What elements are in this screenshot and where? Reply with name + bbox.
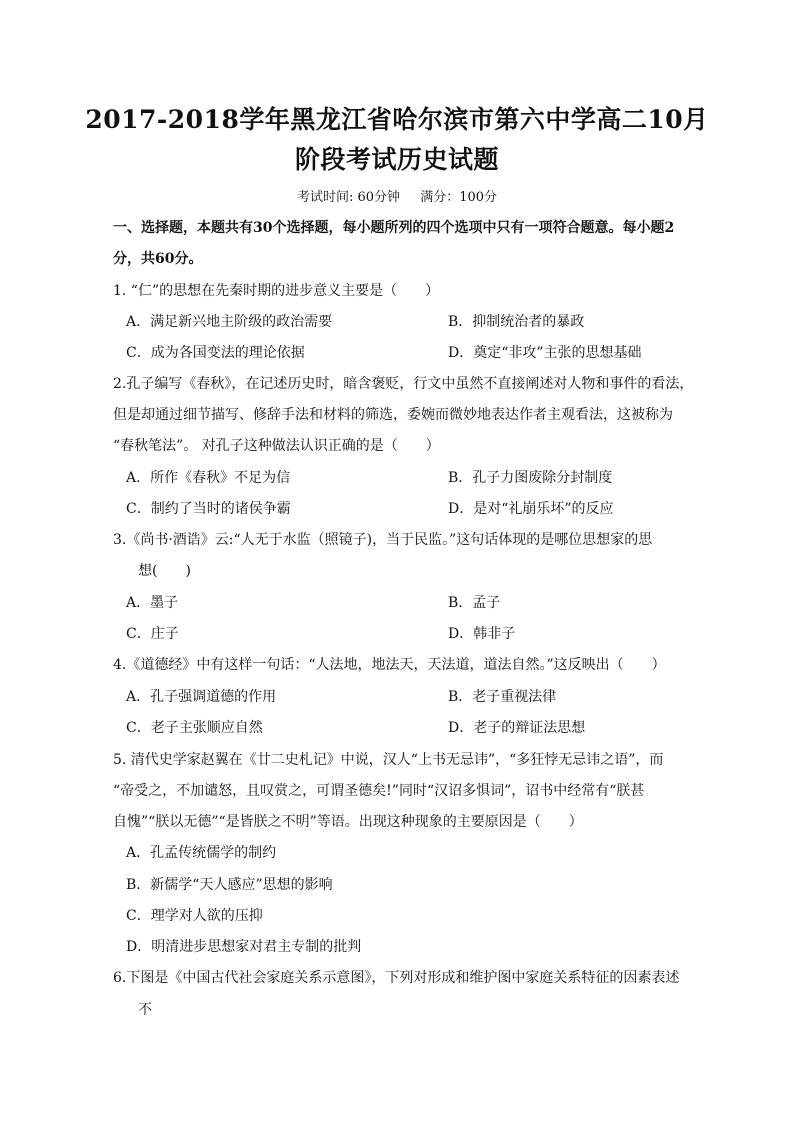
q2-option-a: A．所作《春秋》不足为信 — [126, 470, 291, 486]
q1-option-c: C．成为各国变法的理论依据 — [126, 345, 305, 361]
q4-option-d: D．老子的辩证法思想 — [448, 720, 586, 736]
q2-option-b: B．孔子力图废除分封制度 — [448, 470, 613, 486]
q2-option-c: C．制约了当时的诸侯争霸 — [126, 501, 291, 517]
q1-option-b: B．抑制统治者的暴政 — [448, 314, 585, 330]
q3-option-d: D．韩非子 — [448, 626, 516, 642]
q5-option-d: D．明清进步思想家对君主专制的批判 — [126, 939, 362, 955]
q3-option-b: B．孟子 — [448, 595, 501, 611]
section-heading-line1: 一、选择题，本题共有30个选择题，每小题所列的四个选项中只有一项符合题意。每小题2 — [113, 220, 675, 236]
q5-option-a: A．孔孟传统儒学的制约 — [126, 845, 277, 861]
q5-stem-line2: “帝受之，不加谴怒，且叹赏之，可谓圣德矣!”同时“汉诏多惧词”，诏书中经常有“朕甚 — [113, 783, 645, 799]
exam-time: 考试时间: 60分钟 — [296, 190, 401, 205]
q2-stem-line2: 但是却通过细节描写、修辞手法和材料的筛选，委婉而微妙地表达作者主观看法，这被称为 — [113, 407, 673, 423]
q3-option-c: C．庄子 — [126, 626, 179, 642]
q6-stem-line1: 6.下图是《中国古代社会家庭关系示意图》，下列对形成和维护图中家庭关系特征的因素表述 — [113, 970, 680, 986]
q3-stem-line2: 想( ) — [138, 563, 191, 579]
q3-stem-line1: 3.《尚书·酒诰》云:“人无于水监（照镜子)，当于民监。”这句话体现的是哪位思想家的思 — [113, 532, 653, 548]
q2-option-d: D．是对“礼崩乐坏”的反应 — [448, 501, 614, 517]
exam-meta — [0, 186, 794, 205]
q4-option-b: B．老子重视法律 — [448, 689, 557, 705]
q1-stem: 1. “仁”的思想在先秦时期的进步意义主要是（ ） — [113, 283, 440, 299]
q4-option-a: A．孔子强调道德的作用 — [126, 689, 277, 705]
q1-option-a: A．满足新兴地主阶级的政治需要 — [126, 314, 333, 330]
q6-stem-line2: 不 — [138, 1002, 152, 1018]
q5-option-c: C．理学对人欲的压抑 — [126, 908, 263, 924]
doc-title-line2: 阶段考试历史试题 — [294, 145, 499, 174]
q4-stem: 4.《道德经》中有这样一句话：“人法地，地法天，天法道，道法自然。”这反映出（ ） — [113, 657, 666, 673]
doc-title-line1: 2017-2018学年黑龙江省哈尔滨市第六中学高二10月 — [85, 105, 709, 134]
full-score: 满分：100分 — [420, 190, 498, 205]
q5-stem-line3: 自愧”“朕以无德”“是皆朕之不明”等语。出现这种现象的主要原因是（ ） — [113, 814, 583, 830]
q5-option-b: B．新儒学“天人感应”思想的影响 — [126, 877, 333, 893]
q1-option-d: D．奠定“非攻”主张的思想基础 — [448, 345, 642, 361]
q4-option-c: C．老子主张顺应自然 — [126, 720, 263, 736]
q5-stem-line1: 5. 清代史学家赵翼在《廿二史札记》中说，汉人“上书无忌讳”，“多狂悖无忌讳之语”，而 — [113, 752, 664, 768]
q3-option-a: A．墨子 — [126, 595, 179, 611]
q2-stem-line3: “春秋笔法”。 对孔子这种做法认识正确的是（ ） — [113, 438, 440, 454]
q2-stem-line1: 2.孔子编写《春秋》，在记述历史时，暗含褒贬，行文中虽然不直接阐述对人物和事件的看法， — [113, 376, 694, 392]
section-heading-line2: 分，共60分。 — [113, 251, 203, 267]
